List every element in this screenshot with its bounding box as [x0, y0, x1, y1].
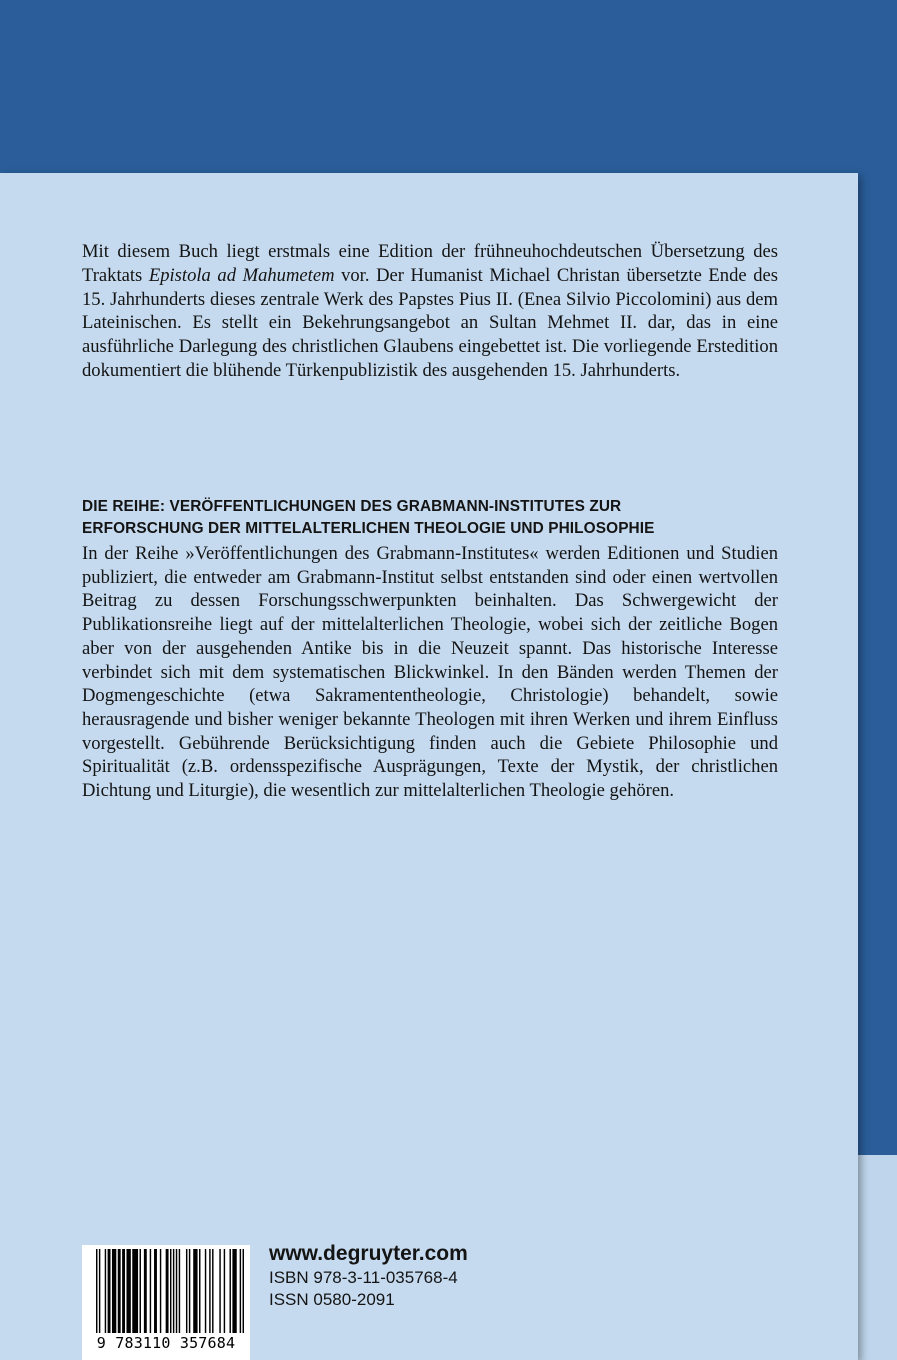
barcode-bar [229, 1249, 230, 1333]
series-heading-line2: ERFORSCHUNG DER MITTELALTERLICHEN THEOLOGIE UND PHILOSOPHIE [82, 520, 655, 537]
series-description: In der Reihe »Veröffentlichungen des Grabmann-Institutes« werden Editionen und Studien publiziert, die entweder am Grabmann-Institut selbst entstanden sind oder einen wertvollen Beitrag zu dessen Forschungsschwerpunkten beinhalten. Das Schwergewicht der Publikationsreihe liegt auf der mittelalterlichen Theologie, wobei sich der zeitliche Bogen aber von der ausgehenden Antike bis in die Neuzeit spannt. Das historische Interesse verbindet sich mit dem systematischen Blickwinkel. In den Bänden werden Themen der Dogmengeschichte (etwa Sakramententheologie, Christologie) behandelt, sowie herausragende und bisher weniger bekannte Theologen mit ihren Werken und ihrem Einfluss vorgestellt. Gebührende Berücksichtigung finden auch die Gebiete Philosophie und Spiritualität (z.B. ordensspezifische Ausprägungen, Texte der Mystik, der christlichen Dichtung und Liturgie), die wesentlich zur mittelalterlichen Theologie gehören. [82, 543, 778, 802]
barcode-bar [150, 1249, 151, 1333]
barcode-bar [160, 1249, 161, 1333]
barcode-bar [212, 1249, 213, 1333]
barcode-digits: 9 783110 357684 [96, 1334, 236, 1352]
barcode-bar [144, 1249, 147, 1333]
barcode-bar [154, 1249, 157, 1333]
blurb-text-part2: vor. Der Humanist Michael Christan übersetzte Ende des 15. Jahrhunderts dieses zentrale Werk des Papstes Pius II. (Enea Silvio Piccolomini) aus dem Lateinischen. Es stellt ein Bekehrungsangebot an Sultan Mehmet II. dar, das in eine ausführliche Darlegung des christlichen Glaubens eingebettet ist. Die vorliegende Erstedition dokumentiert die blühende Türkenpublizistik des ausgehenden 15. Jahrhunderts. [82, 264, 778, 381]
barcode-bar [166, 1249, 169, 1333]
barcode-bar [126, 1249, 130, 1333]
barcode-bar [205, 1249, 206, 1333]
barcode-bar [199, 1249, 200, 1333]
blurb-text-part1: Mit diesem Buch liegt erstmals eine Edition der frühneuhochdeutschen Übersetzung des Traktats [82, 241, 778, 286]
barcode-bar [243, 1249, 244, 1333]
barcode-bar [140, 1249, 141, 1333]
barcode-bar [189, 1249, 190, 1333]
barcode-bar [176, 1249, 177, 1333]
cover-edge-band [858, 1155, 897, 1360]
publisher-url: www.degruyter.com [269, 1242, 468, 1265]
isbn-number: ISBN 978-3-11-035768-4 [269, 1268, 458, 1287]
isbn-barcode [82, 1245, 250, 1360]
barcode-bar [186, 1249, 187, 1333]
barcode-bar [232, 1249, 236, 1333]
series-heading-line1: DIE REIHE: VERÖFFENTLICHUNGEN DES GRABMANN-INSTITUTES ZUR [82, 498, 622, 515]
barcode-bar [99, 1249, 100, 1333]
barcode-bar [240, 1249, 241, 1333]
barcode-bar [179, 1249, 180, 1333]
series-heading [82, 496, 782, 540]
book-blurb [82, 240, 778, 383]
blurb-book-title: Epistola ad Mahumetem [148, 264, 335, 286]
barcode-bar [170, 1249, 171, 1333]
publisher-imprint [269, 1240, 468, 1311]
barcode-bar [209, 1249, 210, 1333]
barcode-bar [224, 1249, 225, 1333]
issn-number: ISSN 0580-2091 [269, 1290, 395, 1309]
barcode-bar [108, 1249, 111, 1333]
barcode-bar [118, 1249, 121, 1333]
barcode-bar [193, 1249, 197, 1333]
barcode-bar [122, 1249, 125, 1333]
barcode-bar [96, 1249, 97, 1333]
barcode-bar [112, 1249, 116, 1333]
barcode-bar [173, 1249, 174, 1333]
barcode-bar [132, 1249, 138, 1333]
barcode-bars [82, 1245, 250, 1335]
barcode-bar [105, 1249, 106, 1333]
barcode-bar [219, 1249, 220, 1333]
